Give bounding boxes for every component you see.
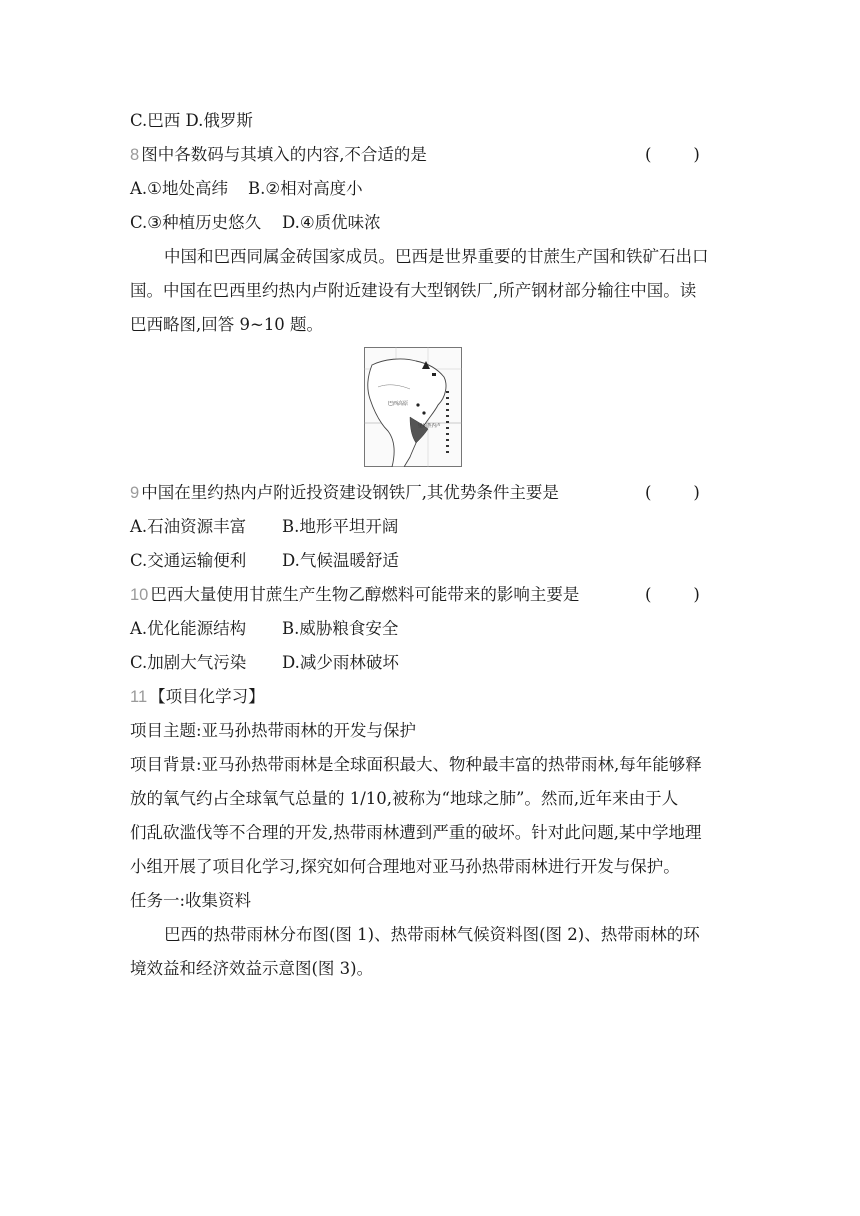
option-a: A.石油资源丰富 [130,517,247,536]
map-label-city: 里约热内卢 [418,424,441,429]
question-10 [130,583,579,607]
question-8 [130,143,427,167]
project-background: 们乱砍滥伐等不合理的开发,热带雨林遭到严重的破坏。针对此问题,某中学地理 [130,823,702,842]
question-number: 8 [130,146,140,164]
option-d: D.减少雨林破坏 [282,653,399,672]
answer-paren: ( ) [645,585,700,604]
brazil-map-figure [364,347,462,467]
option-d: D.气候温暖舒适 [282,551,399,570]
option-a: A.①地处高纬 [130,179,228,198]
question-title: 【项目化学习】 [149,687,265,706]
paragraph-line: 国。中国在巴西里约热内卢附近建设有大型钢铁厂,所产钢材部分输往中国。读 [130,281,697,300]
task-text: 巴西的热带雨林分布图(图 1)、热带雨林气候资料图(图 2)、热带雨林的环 [164,925,700,944]
option-b: B.②相对高度小 [248,179,363,198]
task-text: 境效益和经济效益示意图(图 3)。 [130,959,374,978]
project-background: 小组开展了项目化学习,探究如何合理地对亚马孙热带雨林进行开发与保护。 [130,857,680,876]
option-a: A.优化能源结构 [130,619,247,638]
question-text: 巴西大量使用甘蔗生产生物乙醇燃料可能带来的影响主要是 [150,585,580,604]
option-c: C.交通运输便利 [130,551,247,570]
answer-paren: ( ) [645,145,700,164]
task-heading: 任务一:收集资料 [130,891,252,910]
paragraph-line: 巴西略图,回答 9~10 题。 [130,315,324,334]
answer-paren: ( ) [645,483,700,502]
option-d: D.④质优味浓 [282,213,381,232]
project-topic: 项目主题:亚马孙热带雨林的开发与保护 [130,721,417,740]
question-number: 9 [130,484,140,502]
paragraph-line: 中国和巴西同属金砖国家成员。巴西是世界重要的甘蔗生产国和铁矿石出口 [164,247,709,266]
project-background: 放的氧气约占全球氧气总量的 1/10,被称为“地球之肺”。然而,近年来由于人 [130,789,679,808]
question-number: 10 [130,586,149,604]
question-text: 图中各数码与其填入的内容,不合适的是 [141,145,427,164]
question-11 [130,685,265,709]
map-label-plateau: 巴西高原 [388,401,409,407]
question-number: 11 [130,688,148,706]
project-background: 项目背景:亚马孙热带雨林是全球面积最大、物种最丰富的热带雨林,每年能够释 [130,755,702,774]
line-options-7cd: C.巴西 D.俄罗斯 [130,111,253,130]
option-c: C.③种植历史悠久 [130,213,262,232]
option-b: B.地形平坦开阔 [282,517,399,536]
question-text: 中国在里约热内卢附近投资建设钢铁厂,其优势条件主要是 [141,483,559,502]
option-b: B.威胁粮食安全 [282,619,399,638]
question-9 [130,481,559,505]
option-c: C.加剧大气污染 [130,653,247,672]
